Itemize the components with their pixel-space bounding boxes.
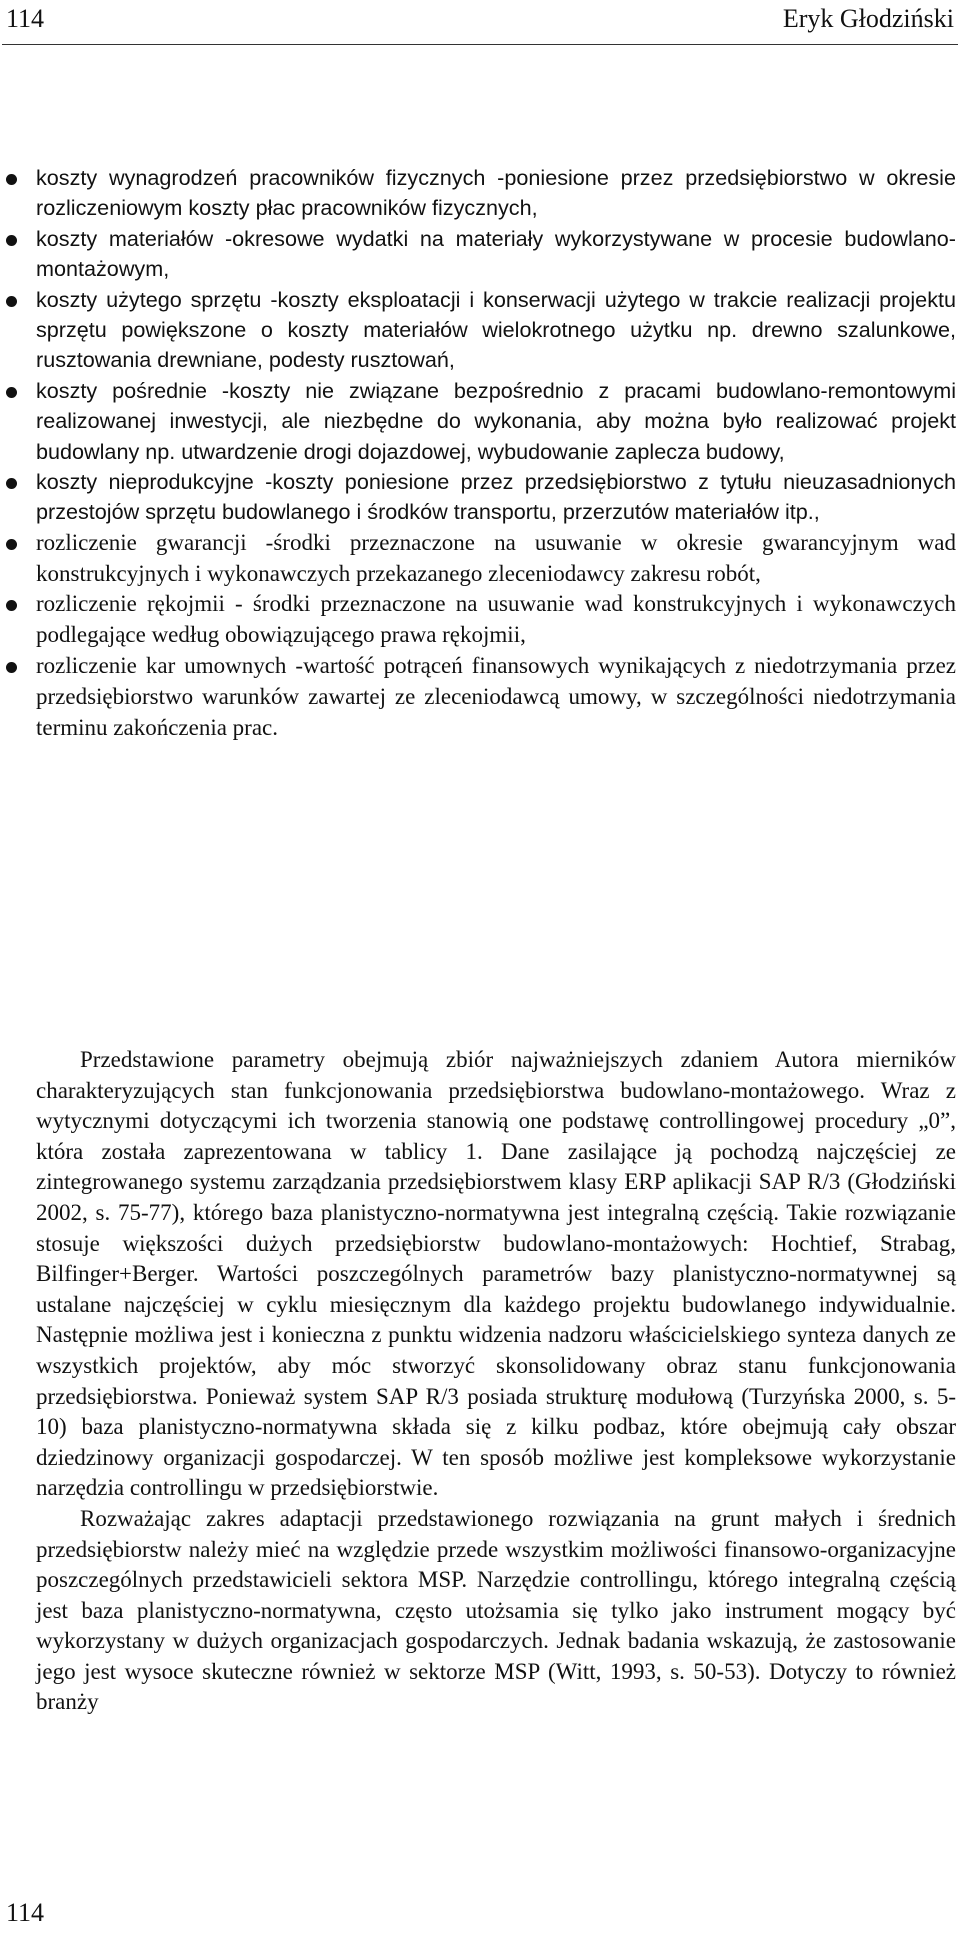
header-page-number: 114 [6,4,45,33]
list-item: rozliczenie kar umownych -wartość potrąceń finansowych wynikających z niedotrzymania przez przedsiębiorstwo warunków zawartej ze zleceniodawcą umowy, w szczególności niedotrzymania terminu zakończenia prac. [2,651,956,743]
cost-category-list [2,163,956,743]
list-item: koszty nieprodukcyjne -koszty poniesione przez przedsiębiorstwo z tytułu nieuzasadnionych przestojów sprzętu budowlanego i środków transportu, przerzutów materiałów itp., [2,467,956,528]
header-author: Eryk Głodziński [782,4,954,33]
footer-page-number: 114 [6,1898,45,1927]
body-text [36,1045,956,1718]
list-item: koszty wynagrodzeń pracowników fizycznych -poniesione przez przedsiębiorstwo w okresie rozliczeniowym koszty płac pracowników fizycznych, [2,163,956,224]
list-item: rozliczenie gwarancji -środki przeznaczone na usuwanie w okresie gwarancyjnym wad konstrukcyjnych i wykonawczych przekazanego zleceniodawcy zakresu robót, [2,528,956,590]
list-item: koszty materiałów -okresowe wydatki na materiały wykorzystywane w procesie budowlano-montażowym, [2,224,956,285]
list-item: rozliczenie rękojmii - środki przeznaczone na usuwanie wad konstrukcyjnych i wykonawczych podlegające według obowiązującego prawa rękojmii, [2,589,956,651]
list-item: koszty pośrednie -koszty nie związane bezpośrednio z pracami budowlano-remontowymi realizowanej inwestycji, ale niezbędne do wykonania, aby można było realizować projekt budowlany np. utwardzenie drogi dojazdowej, wybudowanie zaplecza budowy, [2,376,956,467]
list-item: koszty użytego sprzętu -koszty eksploatacji i konserwacji użytego w trakcie realizacji projektu sprzętu powiększone o koszty materiałów wielokrotnego użytku np. drewno szalunkowe, rusztowania drewniane, podesty rusztowań, [2,285,956,376]
body-paragraph: Rozważając zakres adaptacji przedstawionego rozwiązania na grunt małych i średnich przedsiębiorstw należy mieć na względzie przede wszystkim możliwości finansowo-organizacyjne poszczególnych przedstawicieli sektora MSP. Narzędzie controllingu, którego integralną częścią jest baza planistyczno-normatywna, często utożsamia się tylko jako instrument mogący być wykorzystany w dużych organizacjach gospodarczych. Jednak badania wskazują, że zastosowanie jego jest wysoce skuteczne również w sektorze MSP (Witt, 1993, s. 50-53). Dotyczy to również branży [36,1505,956,1715]
header-rule [2,44,958,45]
body-paragraph: Przedstawione parametry obejmują zbiór najważniejszych zdaniem Autora mierników charakteryzujących stan funkcjonowania przedsiębiorstwa budowlano-montażowego. Wraz z wytycznymi dotyczącymi ich tworzenia stanowią one podstawę controllingowej procedury „0”, która została zaprezentowana w tablicy 1. Dane zasilające ją pochodzą najczęściej ze zintegrowanego systemu zarządzania przedsiębiorstwem klasy ERP aplikacji SAP R/3 (Głodziński 2002, s. 75-77), którego baza planistyczno-normatywna jest integralną częścią. Takie rozwiązanie stosuje większości dużych przedsiębiorstw budowlano-montażowych: Hochtief, Strabag, Bilfinger+Berger. Wartości poszczególnych parametrów bazy planistyczno-normatywnej są ustalane najczęściej w cyklu miesięcznym dla każdego projektu budowlanego indywidualnie. Następnie możliwa jest i konieczna z punktu widzenia nadzoru właścicielskiego synteza danych ze wszystkich projektów, aby móc stworzyć skonsolidowany obraz stanu funkcjonowania przedsiębiorstwa. Ponieważ system SAP R/3 posiada strukturę modułową (Turzyńska 2000, s. 5-10) baza planistyczno-normatywna składa się z kilku podbaz, które obejmują cały obszar dziedzinowy organizacji gospodarczej. W ten sposób możliwe jest kompleksowe wykorzystanie narzędzia controllingu w przedsiębiorstwie. [36,1047,956,1501]
